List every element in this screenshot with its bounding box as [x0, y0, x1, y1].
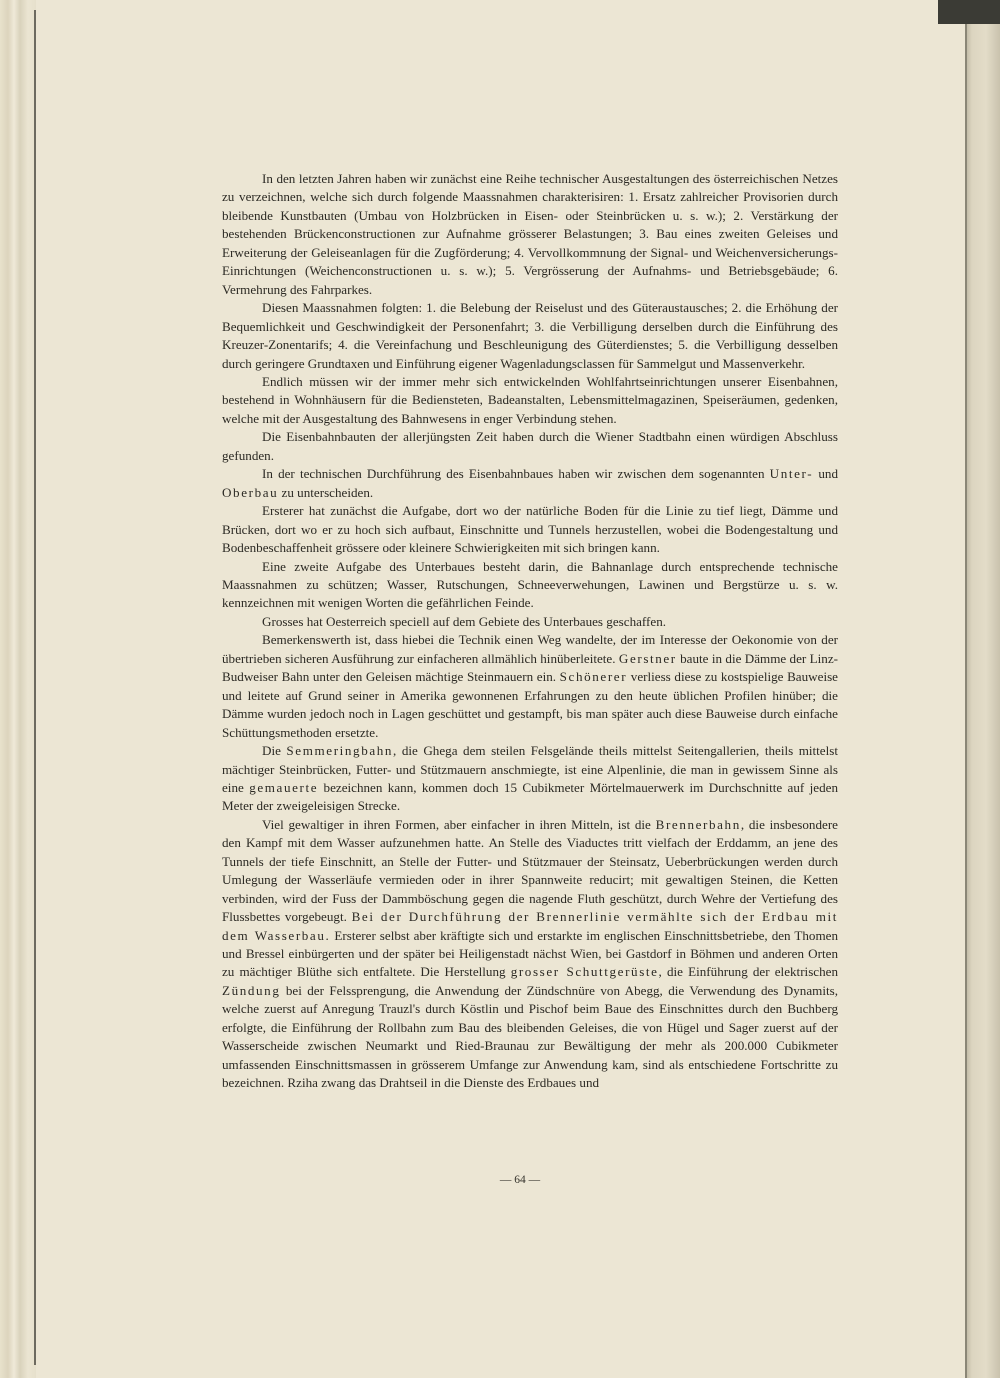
background-corner: [938, 0, 1000, 24]
spaced-emphasis-text: Unter-: [769, 466, 814, 482]
paragraph-text: Ersterer hat zunächst die Aufgabe, dort wo der natürliche Boden für die Linie zu tief liegt, Dämme und Brücken, dort wo er zu hoch sich aufbaut, Einschnitte und Tunnels herzustellen, wobei die Bodengestaltung und Bodenbeschaffenheit grössere oder kleinere Schwierigkeiten mit sich bringen kann.: [222, 503, 838, 556]
paragraph-text: Grosses hat Oesterreich speciell auf dem Gebiete des Unterbaues geschaffen.: [262, 613, 667, 629]
paragraph-text: zu unterscheiden.: [278, 484, 374, 500]
paragraph: [222, 558, 838, 613]
paragraph: [222, 631, 838, 742]
next-page-edge: [966, 0, 1000, 1378]
paragraph-text: , die Einführung der elektrischen: [658, 964, 839, 980]
spaced-emphasis-text: Schönerer: [559, 669, 628, 685]
spaced-emphasis-text: Zündung: [222, 982, 281, 998]
paragraph: [222, 742, 838, 816]
binding-line: [34, 10, 36, 1365]
spaced-emphasis-text: Oberbau: [222, 484, 279, 500]
paragraph-text: und: [813, 466, 838, 482]
paragraph-text: verliess diese zu kostspielige Bauweise und leitete auf Grund seiner in Amerika gewonnenen Erfahrungen zu den heute üblichen Profilen hinüber; die Dämme wurden jedoch noch in Lagen geschüttet und gestampft, bis man später auch diese Bauweise durch einfache Schüttungsmethoden ersetzte.: [222, 669, 838, 740]
paragraph: [222, 502, 838, 557]
paragraph-text: Bemerkenswerth ist, dass hiebei die Technik einen Weg wandelte, der im Interesse der Oekonomie von der übertrieben sicheren Ausführung zur einfacheren allmählich hinüberleitete.: [222, 632, 838, 666]
page-number: — 64 —: [499, 1174, 541, 1186]
paragraph: [222, 816, 838, 1093]
paragraph: [222, 170, 838, 299]
paragraph-text: In den letzten Jahren haben wir zunächst eine Reihe technischer Ausgestaltungen des österreichischen Netzes zu verzeichnen, welche sich durch folgende Maassnahmen charakterisiren: 1. Ersatz zahlreicher Provisorien durch bleibende Kunstbauten (Umbau von Holzbrücken in Eisen- oder Steinbrücken u. s. w.); 2. Verstärkung der bestehenden Brückenconstructionen zur Aufnahme grösserer Belastungen; 3. Bau eines zweiten Geleises und Erweiterung der Geleiseanlagen für die Zugförderung; 4. Vervollkommnung der Signal- und Weichenversicherungs-Einrichtungen (Weichenconstructionen u. s. w.); 5. Vergrösserung der Aufnahms- und Betriebsgebäude; 6. Vermehrung des Fahrparkes.: [222, 171, 838, 297]
paragraph: [222, 299, 838, 373]
paragraph-text: baute in die Dämme der Linz-Budweiser Bahn unter den Geleisen mächtige Steinmauern ein.: [222, 650, 838, 685]
paragraph-text: bezeichnen kann, kommen doch 15 Cubikmeter Mörtelmauerwerk im Durchschnitte auf jeden Meter der zweigeleisigen Strecke.: [222, 779, 838, 814]
paragraph: [222, 613, 838, 631]
paragraph-text: In der technischen Durchführung des Eisenbahnbaues haben wir zwischen dem sogenannten: [262, 466, 770, 482]
spaced-emphasis-text: grosser Schuttgerüste: [510, 964, 659, 980]
spaced-emphasis-text: gemauerte: [249, 779, 319, 795]
paragraph-text: Diesen Maassnahmen folgten: 1. die Belebung der Reiselust und des Güteraustausches; 2. die Erhöhung der Bequemlichkeit und Geschwindigkeit der Personenfahrt; 3. die Verbilligung derselben durch die Einführung des Kreuzer-Zonentarifs; 4. die Vereinfachung und Beschleunigung des Güterdienstes; 5. die Verbilligung desselben durch geringere Grundtaxen und Einführung eigener Wagenladungsclassen für Sammelgut und Massenverkehr.: [222, 300, 838, 371]
spaced-emphasis-text: Bei der Durchführung der Brennerlinie vermählte sich der Erdbau mit dem Wasserbau.: [222, 909, 838, 943]
paragraph-text: Die: [262, 743, 287, 759]
paragraph-text: Ersterer selbst aber kräftigte sich und erstarkte im englischen Einschnittsbetriebe, den Thomen und Bressel einbürgerten und der später bei Heiligenstadt nächst Wien, bei Gastdorf in Böhmen und anderen Orten zu mächtiger Blüthe sich entfaltete. Die Herstellung: [222, 927, 838, 980]
paragraph: [222, 373, 838, 428]
body-text: [222, 170, 838, 1093]
paragraph-text: Endlich müssen wir der immer mehr sich entwickelnden Wohlfahrtseinrichtungen unserer Eisenbahnen, bestehend in Wohnhäusern für die Bediensteten, Badeanstalten, Lebensmittelmagazinen, Speiseräumen, gedenken, welche mit der Ausgestaltung des Bahnwesens in enger Verbindung stehen.: [222, 373, 838, 426]
binding-edge: [0, 0, 36, 1378]
paragraph: [222, 465, 838, 502]
paragraph-text: bei der Felssprengung, die Anwendung der Zündschnüre von Abegg, die Verwendung des Dynamits, welche zuerst auf Anregung Trauzl's durch Köstlin und Pischof beim Baue des Einschnittes durch den Buchberg erfolgte, die Einführung der Rollbahn zum Bau des bleibenden Geleises, die von Hügel und Sager zuerst auf der Wasserscheide zwischen Neumarkt und Ried-Braunau zur Bewältigung der mehr als 200.000 Cubikmeter umfassenden Einschnittsmassen in grösserem Umfange zur Anwendung kam, sind als entschiedene Fortschritte zu bezeichnen. Rziha zwang das Drahtseil in die Dienste des Erdbaues und: [222, 982, 838, 1091]
spaced-emphasis-text: Brennerbahn: [655, 816, 741, 832]
paragraph-text: , die Ghega dem steilen Felsgelände theils mittelst Seitengallerien, theils mittelst mächtiger Steinbrücken, Futter- und Stützmauern anschmiegte, ist eine Alpenlinie, die man in gewissem Sinne als eine: [222, 743, 838, 795]
paragraph: [222, 428, 838, 465]
paragraph-text: Viel gewaltiger in ihren Formen, aber einfacher in ihren Mitteln, ist die: [262, 816, 656, 832]
paragraph-text: Die Eisenbahnbauten der allerjüngsten Zeit haben durch die Wiener Stadtbahn einen würdigen Abschluss gefunden.: [222, 429, 838, 463]
paragraph-text: , die insbesondere den Kampf mit dem Wasser aufzunehmen hatte. An Stelle des Viaductes tritt vielfach der Erddamm, an jene des Tunnels der tiefe Einschnitt, an Stelle der Futter- und Stützmauer der Steinsatz, Ueberbrückungen werden durch Umlegung der Wasserläufe vermieden oder in ihrer Spannweite reducirt; mit gewaltigen Steinen, die Ketten verbinden, wird der Fuss der Dammböschung gegen die nagende Fluth geschützt, durch Wehre der Vertiefung des Flussbettes vorgebeugt.: [222, 816, 838, 925]
page-fold-shadow: [965, 0, 967, 1378]
paragraph-text: Eine zweite Aufgabe des Unterbaues besteht darin, die Bahnanlage durch entsprechende technische Maassnahmen zu schützen; Wasser, Rutschungen, Schneeverwehungen, Lawinen und Bergstürze u. s. w. kennzeichnen mit wenigen Worten die gefährlichen Feinde.: [222, 558, 838, 611]
spaced-emphasis-text: Semmeringbahn: [286, 743, 394, 759]
spaced-emphasis-text: Gerstner: [618, 650, 677, 666]
